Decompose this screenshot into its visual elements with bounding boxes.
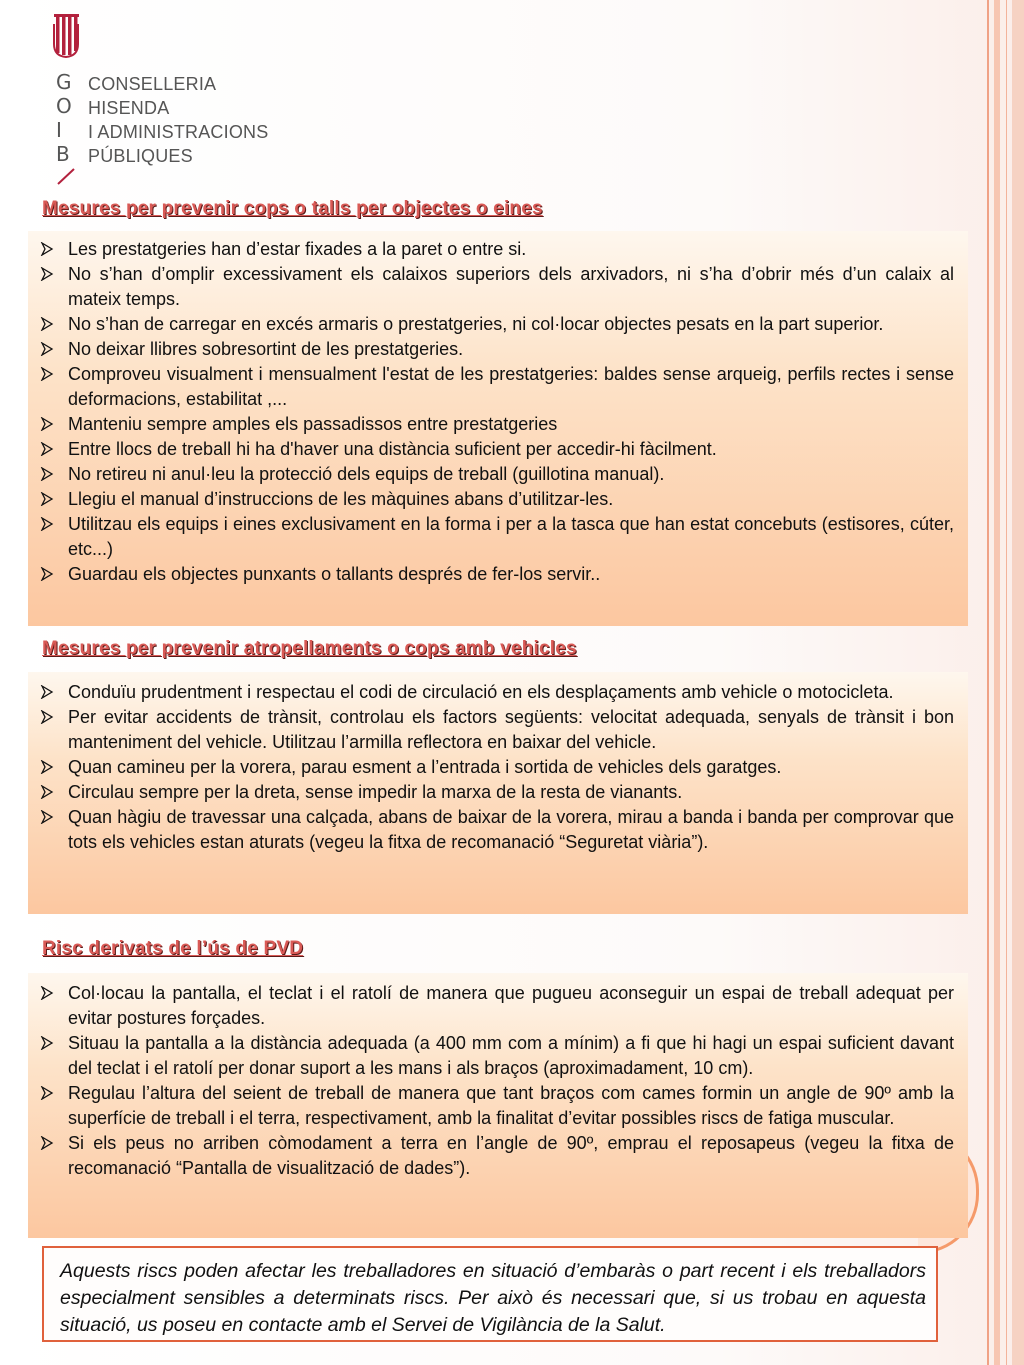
item-text: No s’han de carregar en excés armaris o prestatgeries, ni col·locar objectes pesats en la part superior. <box>68 314 884 334</box>
arrow-bullet-icon <box>40 442 54 456</box>
list-item <box>68 562 954 587</box>
arrow-bullet-icon <box>40 492 54 506</box>
section-heading-pvd: Risc derivats de l’ús de PVD <box>42 938 304 959</box>
item-text: No s’han d’omplir excessivament els calaixos superiors dels arxivadors, ni s’ha d’obrir més d’un calaix al mateix temps. <box>68 264 954 309</box>
item-text: Situau la pantalla a la distància adequada (a 400 mm com a mínim) a fi que hi hagi un espai suficient davant del teclat i el ratolí per donar suport a les mans i als braços (aproximadament, 10 cm). <box>68 1033 954 1078</box>
list-item <box>68 705 954 755</box>
arrow-bullet-icon <box>40 242 54 256</box>
item-text: Conduïu prudentment i respectau el codi de circulació en els desplaçaments amb vehicle o motocicleta. <box>68 682 894 702</box>
section-heading-cuts: Mesures per prevenir cops o talls per objectes o eines <box>42 198 543 219</box>
item-text: No deixar llibres sobresortint de les prestatgeries. <box>68 339 464 359</box>
measures-list <box>68 237 954 587</box>
item-text: Col·locau la pantalla, el teclat i el ratolí de manera que pugueu aconseguir un espai de treball adequat per evitar postures forçades. <box>68 983 954 1028</box>
list-item <box>68 237 954 262</box>
list-item <box>68 780 954 805</box>
logo-letter: O <box>56 94 72 118</box>
arrow-bullet-icon <box>40 417 54 431</box>
department-name <box>88 72 328 168</box>
item-text: Manteniu sempre amples els passadissos entre prestatgeries <box>68 414 558 434</box>
list-item <box>68 462 954 487</box>
edge-stripe <box>994 0 1000 1365</box>
edge-stripe <box>987 0 989 1365</box>
section-panel-cuts <box>28 231 968 626</box>
list-item <box>68 805 954 855</box>
item-text: Si els peus no arriben còmodament a terra en l’angle de 90º, emprau el reposapeus (vegeu la fitxa de recomanació “Pantalla de visualització de dades”). <box>68 1133 954 1178</box>
logo-letter: G <box>56 70 72 94</box>
list-item <box>68 680 954 705</box>
item-text: Entre llocs de treball hi ha d'haver una distància suficient per accedir-hi fàcilment. <box>68 439 717 459</box>
pregnancy-note <box>42 1246 938 1342</box>
crest-icon <box>50 14 82 58</box>
section-heading-vehicles: Mesures per prevenir atropellaments o cops amb vehicles <box>42 638 577 659</box>
arrow-bullet-icon <box>40 567 54 581</box>
arrow-bullet-icon <box>40 1136 54 1150</box>
item-text: Comproveu visualment i mensualment l'estat de les prestatgeries: baldes sense arqueig, perfils rectes i sense deformacions, estabilitat ,... <box>68 364 954 409</box>
measures-list <box>68 680 954 855</box>
item-text: Les prestatgeries han d’estar fixades a la paret o entre si. <box>68 239 527 259</box>
arrow-bullet-icon <box>40 317 54 331</box>
arrow-bullet-icon <box>40 810 54 824</box>
arrow-bullet-icon <box>40 685 54 699</box>
arrow-bullet-icon <box>40 1036 54 1050</box>
list-item <box>68 981 954 1031</box>
list-item <box>68 1031 954 1081</box>
item-text: No retireu ni anul·leu la protecció dels equips de treball (guillotina manual). <box>68 464 665 484</box>
arrow-bullet-icon <box>40 367 54 381</box>
logo-letters <box>56 70 82 166</box>
logo-letter: I <box>56 118 62 142</box>
arrow-bullet-icon <box>40 986 54 1000</box>
arrow-bullet-icon <box>40 1086 54 1100</box>
list-item <box>68 437 954 462</box>
slash-mark <box>56 166 76 186</box>
arrow-bullet-icon <box>40 467 54 481</box>
arrow-bullet-icon <box>40 517 54 531</box>
edge-stripe <box>1006 0 1007 1365</box>
item-text: Regulau l’altura del seient de treball de manera que tant braços com cames formin un angle de 90º amb la superfície de treball i el terra, respectivament, amb la finalitat d’evitar possibles riscs de fatiga muscular. <box>68 1083 954 1128</box>
department-line: PÚBLIQUES <box>88 146 193 166</box>
list-item <box>68 412 954 437</box>
note-text: Aquests riscs poden afectar les treballadores en situació d’embaràs o part recent i els treballadors especialment sensibles a determinats riscs. Per això és necessari que, si us trobau en aquesta situació, us poseu en contacte amb el Servei de Vigilància de la Salut. <box>60 1260 926 1336</box>
item-text: Guardau els objectes punxants o tallants després de fer-los servir.. <box>68 564 601 584</box>
edge-stripe <box>1012 0 1024 1365</box>
list-item <box>68 312 954 337</box>
logo-letter: B <box>56 142 70 166</box>
measures-list <box>68 981 954 1181</box>
item-text: Quan camineu per la vorera, parau esment a l’entrada i sortida de vehicles dels garatges. <box>68 757 782 777</box>
list-item <box>68 337 954 362</box>
list-item <box>68 362 954 412</box>
item-text: Circulau sempre per la dreta, sense impedir la marxa de la resta de vianants. <box>68 782 683 802</box>
list-item <box>68 755 954 780</box>
arrow-bullet-icon <box>40 785 54 799</box>
list-item <box>68 1131 954 1181</box>
list-item <box>68 262 954 312</box>
item-text: Utilitzau els equips i eines exclusivament en la forma i per a la tasca que han estat concebuts (estisores, cúter, etc...) <box>68 514 954 559</box>
item-text: Llegiu el manual d’instruccions de les màquines abans d’utilitzar-les. <box>68 489 614 509</box>
item-text: Per evitar accidents de trànsit, controlau els factors següents: velocitat adequada, senyals de trànsit i bon manteniment del vehicle. Utilitzau l’armilla reflectora en baixar del vehicle. <box>68 707 954 752</box>
list-item <box>68 487 954 512</box>
arrow-bullet-icon <box>40 760 54 774</box>
arrow-bullet-icon <box>40 342 54 356</box>
department-line: I ADMINISTRACIONS <box>88 122 269 142</box>
list-item <box>68 512 954 562</box>
department-line: CONSELLERIA <box>88 74 217 94</box>
section-panel-pvd <box>28 973 968 1238</box>
section-panel-vehicles <box>28 672 968 914</box>
item-text: Quan hàgiu de travessar una calçada, abans de baixar de la vorera, mirau a banda i banda per comprovar que tots els vehicles estan aturats (vegeu la fitxa de recomanació “Seguretat viària”). <box>68 807 954 852</box>
department-line: HISENDA <box>88 98 170 118</box>
arrow-bullet-icon <box>40 267 54 281</box>
list-item <box>68 1081 954 1131</box>
arrow-bullet-icon <box>40 710 54 724</box>
